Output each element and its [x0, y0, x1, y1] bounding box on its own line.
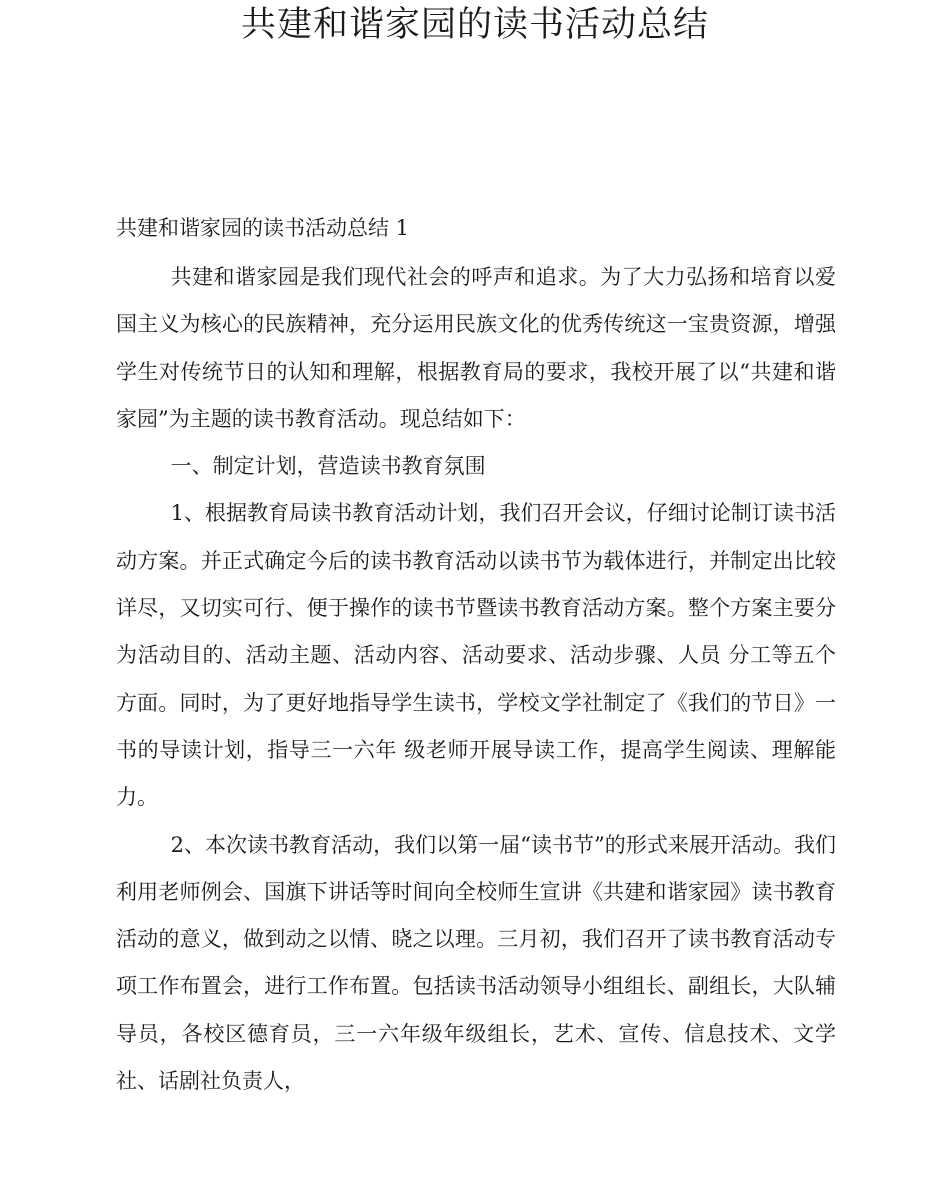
section-title: 共建和谐家园的读书活动总结 1: [116, 216, 410, 240]
paragraph-item-1: 1、根据教育局读书教育活动计划，我们召开会议，仔细讨论制订读书活动方案。并正式确定今后的读书教育活动以读书节为载体进行，并制定出比较详尽，又切实可行、便于操作的读书节暨读书教育活动方案。整个方案主要分为活动目的、活动主题、活动内容、活动要求、活动步骤、人员 分工等五个方面。同时，为了更好地指导学生读书，学校文学社制定了《我们的节日》一书的导读计划，指导三一六年 级老师开展导读工作，提高学生阅读、理解能力。: [116, 501, 836, 810]
paragraph-item-2: 2、本次读书教育活动，我们以第一届“读书节”的形式来展开活动。我们利用老师例会、国旗下讲话等时间向全校师生宣讲《共建和谐家园》读书教育活动的意义，做到动之以情、晓之以理。三月初，我们召开了读书教育活动专项工作布置会，进行工作布置。包括读书活动领导小组组长、副组长，大队辅导员，各校区德育员，三一六年级年级组长，艺术、宣传、信息技术、文学社、话剧社负责人，: [116, 832, 836, 1094]
document-title: 共建和谐家园的读书活动总结: [240, 5, 709, 45]
paragraph-intro: 共建和谐家园是我们现代社会的呼声和追求。为了大力弘扬和培育以爱国主义为核心的民族精神，充分运用民族文化的优秀传统这一宝贵资源，增强学生对传统节日的认知和理解，根据教育局的要求，我校开展了以“共建和谐家园”为主题的读书教育活动。现总结如下：: [116, 265, 836, 431]
document-body: [116, 208, 836, 1105]
paragraph-heading-1: 一、制定计划，营造读书教育氛围: [170, 454, 486, 479]
